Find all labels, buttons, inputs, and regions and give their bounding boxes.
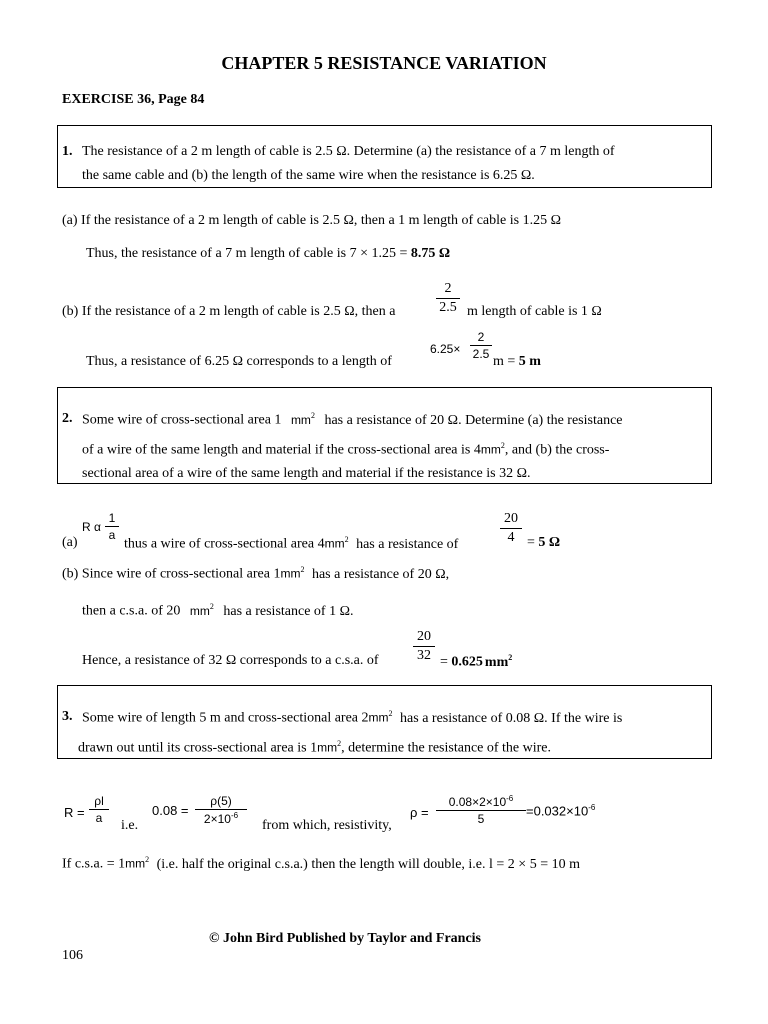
area-unit: mm: [480, 442, 501, 457]
answer-2a-label: (a): [62, 535, 78, 550]
question-2-line-1-post: has a resistance of 20 Ω. Determine (a) the resistance: [324, 412, 623, 428]
alpha-symbol: α: [94, 520, 101, 534]
answer-1b-result: 5 m: [518, 354, 541, 369]
area-unit: mm: [125, 856, 146, 871]
area-unit: mm: [368, 710, 389, 725]
answer-1a-thus: [86, 246, 450, 262]
denominator-base: 2×10: [203, 812, 231, 826]
question-3-line-1: Some wire of length 5 m and cross-sectional area $2mm^2$ has a resistance of 0.08 Ω. If the wire is: [82, 709, 623, 726]
answer-2b-then: then a c.s.a. of 20 $mm^2$ has a resistance of 1 Ω.: [82, 602, 354, 619]
resistivity-lhs: ρ =: [410, 805, 429, 820]
fraction-numerator: 2: [470, 331, 492, 346]
equals-sign: =: [527, 535, 539, 550]
equals-sign: =: [440, 654, 452, 670]
from-which-text: from which, resistivity,: [262, 818, 392, 833]
fraction-denominator: 4: [507, 530, 515, 545]
fraction-denominator: 32: [417, 648, 431, 663]
exercise-heading: EXERCISE 36, Page 84: [62, 92, 205, 107]
answer-1b-unit: m =: [493, 354, 519, 369]
resistivity-result-base: =0.032×10: [526, 803, 589, 819]
page-number: 106: [62, 948, 83, 963]
question-1-line-2: the same cable and (b) the length of the same wire when the resistance is 6.25 Ω.: [82, 168, 535, 183]
fraction-numerator: 20: [413, 630, 435, 647]
area-unit: mm: [324, 536, 345, 551]
fraction-numerator: ρ(5): [195, 795, 247, 810]
answer-1b-thus: Thus, a resistance of 6.25 Ω corresponds to a length of: [86, 354, 392, 369]
answer-2a-text: thus a wire of cross-sectional area $4mm^2$ has a resistance of: [124, 535, 459, 552]
answer-2a-text-pre: thus a wire of cross-sectional area 4: [124, 536, 325, 552]
answer-2b-line: (b) Since wire of cross-sectional area $1mm^2$ has a resistance of 20 Ω,: [62, 565, 450, 582]
fraction-denominator: 5: [477, 812, 485, 826]
answer-1a-line: (a) If the resistance of a 2 m length of cable is 2.5 Ω, then a 1 m length of cable is 1.25 Ω: [62, 213, 561, 228]
fraction-denominator: 2.5: [439, 300, 457, 315]
question-3-number: 3.: [62, 709, 73, 724]
area-unit: mm: [280, 566, 301, 581]
fraction-denominator: [195, 810, 247, 825]
answer-1a-result: 8.75 Ω: [410, 246, 451, 261]
question-3-line-2-pre: drawn out until its cross-sectional area is 1: [78, 740, 318, 756]
answer-1b-fraction: [436, 282, 460, 315]
substitution-lhs: 0.08 =: [152, 803, 189, 818]
question-2-line-3: sectional area of a wire of the same length and material if the resistance is 32 Ω.: [82, 466, 531, 481]
question-2-line-2-post: , and (b) the cross-: [504, 442, 610, 458]
answer-2a-result: 5 Ω: [538, 535, 561, 550]
area-unit: mm: [290, 412, 311, 427]
proportional-symbol: [82, 520, 101, 534]
answer-1b-fraction-2: [470, 331, 492, 360]
fraction-numerator: ρl: [89, 795, 109, 810]
answer-2a-fraction: [500, 512, 522, 545]
fraction-numerator: 2: [436, 282, 460, 299]
fraction-denominator: a: [95, 811, 103, 825]
answer-1b-line-post: m length of cable is 1 Ω: [467, 304, 602, 319]
answer-2b-hence: Hence, a resistance of 32 Ω corresponds to a c.s.a. of: [82, 653, 379, 668]
answer-3-final-line: If c.s.a. = $1mm^2$ (i.e. half the original c.s.a.) then the length will double, i.e. l = 2 × 5 = 10 m: [62, 855, 580, 872]
resistance-formula-fraction: [89, 795, 109, 824]
inverse-area-fraction: [105, 512, 119, 541]
area-unit: mm: [317, 740, 338, 755]
resistivity-fraction: [436, 795, 526, 825]
answer-2b-then-pre: then a c.s.a. of 20: [82, 603, 181, 619]
question-1-line-1: The resistance of a 2 m length of cable is 2.5 Ω. Determine (a) the resistance of a 7 m length of: [82, 144, 615, 159]
answer-2b-line-pre: (b) Since wire of cross-sectional area 1: [62, 566, 281, 582]
answer-1b-result-line: [493, 354, 541, 370]
answer-2b-then-post: has a resistance of 1 Ω.: [223, 603, 354, 619]
resistance-symbol: R: [82, 520, 91, 534]
area-unit: mm: [189, 603, 210, 618]
question-2-line-2-pre: of a wire of the same length and material if the cross-sectional area is 4: [82, 442, 481, 458]
fraction-denominator: 2.5: [472, 347, 490, 361]
numerator-base: 0.08×2×10: [448, 795, 507, 809]
resistivity-result: [526, 803, 595, 818]
question-1-number: 1.: [62, 144, 73, 159]
answer-2a-result-line: [527, 535, 560, 551]
answer-2b-fraction: [413, 630, 435, 663]
answer-3-final-post: (i.e. half the original c.s.a.) then the length will double, i.e. l = 2 × 5 = 10 m: [156, 856, 580, 872]
question-2-line-2: of a wire of the same length and material if the cross-sectional area is $4mm^2$, and (b) the cross-: [82, 441, 610, 458]
page-title: CHAPTER 5 RESISTANCE VARIATION: [221, 53, 547, 73]
numerator-exponent: -6: [506, 794, 514, 803]
question-3-line-1-post: has a resistance of 0.08 Ω. If the wire is: [400, 710, 623, 726]
answer-2b-result-unit: mm: [484, 654, 509, 670]
answer-3-final-pre: If c.s.a. = 1: [62, 856, 126, 872]
question-2-line-1-pre: Some wire of cross-sectional area 1: [82, 412, 282, 428]
question-2-number: 2.: [62, 411, 73, 426]
answer-1b-multiplier: 6.25×: [430, 342, 461, 356]
answer-2b-result-line: = 0.625 $mm^2$: [440, 653, 513, 670]
question-3-line-2-post: , determine the resistance of the wire.: [341, 740, 552, 756]
answer-1a-thus-text: Thus, the resistance of a 7 m length of cable is 7 × 1.25 =: [86, 246, 411, 261]
answer-2b-line-post: has a resistance of 20 Ω,: [311, 566, 450, 582]
question-2-line-1: Some wire of cross-sectional area 1 $mm^2$ has a resistance of 20 Ω. Determine (a) the resistance: [82, 411, 623, 428]
answer-1b-line-pre: (b) If the resistance of a 2 m length of cable is 2.5 Ω, then a: [62, 304, 396, 319]
substitution-fraction: [195, 795, 247, 825]
fraction-denominator: a: [108, 528, 116, 542]
resistivity-result-exponent: -6: [588, 803, 596, 812]
question-3-line-1-pre: Some wire of length 5 m and cross-sectional area 2: [82, 710, 369, 726]
copyright-footer: © John Bird Published by Taylor and Francis: [209, 931, 482, 946]
fraction-numerator: [436, 795, 526, 811]
fraction-numerator: 20: [500, 512, 522, 529]
ie-text: i.e.: [121, 818, 139, 833]
fraction-numerator: 1: [105, 512, 119, 527]
denominator-exponent: -6: [230, 811, 239, 820]
question-3-line-2: drawn out until its cross-sectional area is $1mm^2$, determine the resistance of the wire.: [78, 739, 552, 756]
answer-2b-result: 0.625: [451, 654, 483, 670]
answer-2a-text-post: has a resistance of: [356, 536, 459, 552]
resistance-equation-lhs: R =: [64, 805, 85, 820]
